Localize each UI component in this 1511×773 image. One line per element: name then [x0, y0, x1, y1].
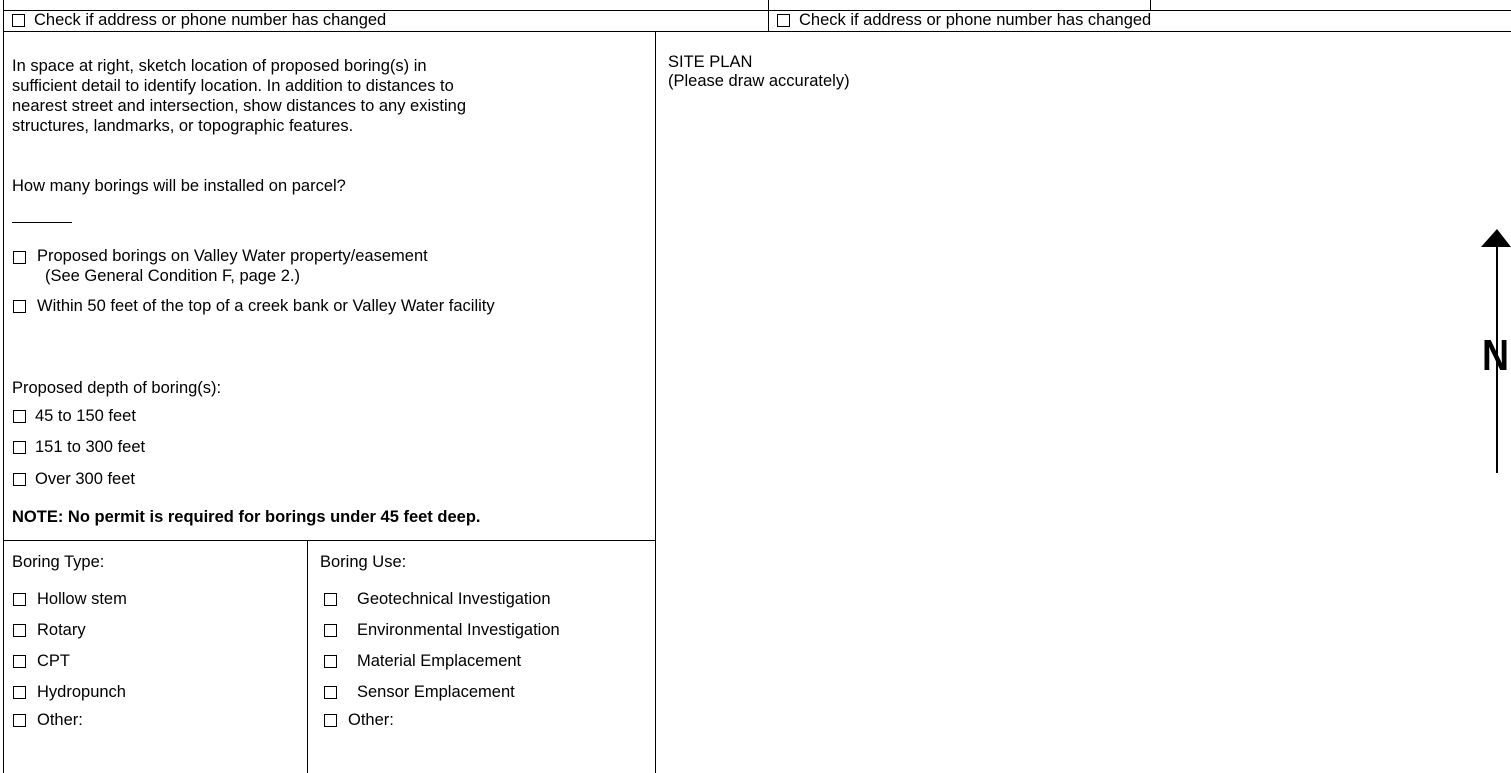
boring-type-rotary-label: Rotary: [37, 621, 86, 639]
depth-over-300-label: Over 300 feet: [35, 470, 135, 488]
address-changed-checkbox-left[interactable]: [12, 14, 25, 27]
boring-type-other-label: Other:: [37, 711, 83, 729]
permit-note: NOTE: No permit is required for borings under 45 feet deep.: [12, 508, 481, 526]
top-middle-divider: [768, 0, 769, 31]
valley-water-property-label: Proposed borings on Valley Water property/easement: [37, 247, 428, 265]
left-border: [3, 31, 4, 773]
instruction-line-2: sufficient detail to identify location. In addition to distances to: [12, 77, 454, 95]
site-plan-subtitle: (Please draw accurately): [668, 72, 850, 90]
depth-45-150-checkbox[interactable]: [13, 410, 26, 423]
boring-use-geotechnical-checkbox[interactable]: [324, 593, 337, 606]
boring-type-hydropunch-label: Hydropunch: [37, 683, 126, 701]
boring-use-sensor-label: Sensor Emplacement: [357, 683, 515, 701]
boring-type-hollow-stem-checkbox[interactable]: [13, 593, 26, 606]
borings-count-field[interactable]: [12, 222, 72, 223]
top-left-border: [3, 0, 4, 31]
boring-use-other-label: Other:: [348, 711, 394, 729]
general-condition-note: (See General Condition F, page 2.): [45, 267, 300, 285]
boring-type-hydropunch-checkbox[interactable]: [13, 686, 26, 699]
instruction-line-4: structures, landmarks, or topographic features.: [12, 117, 354, 135]
depth-151-300-label: 151 to 300 feet: [35, 438, 146, 456]
address-changed-label-right: Check if address or phone number has changed: [799, 11, 1152, 29]
instruction-line-1: In space at right, sketch location of proposed boring(s) in: [12, 57, 427, 75]
creek-bank-checkbox[interactable]: [13, 300, 26, 313]
boring-use-environmental-label: Environmental Investigation: [357, 621, 560, 639]
boring-type-other-checkbox[interactable]: [13, 714, 26, 727]
depth-45-150-label: 45 to 150 feet: [35, 407, 136, 425]
depth-151-300-checkbox[interactable]: [13, 441, 26, 454]
creek-bank-label: Within 50 feet of the top of a creek bank or Valley Water facility: [37, 297, 495, 315]
depth-over-300-checkbox[interactable]: [13, 473, 26, 486]
boring-type-hollow-stem-label: Hollow stem: [37, 590, 127, 608]
site-plan-drawing-area[interactable]: [656, 100, 1456, 773]
boring-use-environmental-checkbox[interactable]: [324, 624, 337, 637]
instruction-line-3: nearest street and intersection, show distances to any existing: [12, 97, 466, 115]
boring-use-material-label: Material Emplacement: [357, 652, 522, 670]
boring-type-label: Boring Type:: [12, 553, 105, 571]
boring-type-cpt-checkbox[interactable]: [13, 655, 26, 668]
row-rule: [3, 31, 1511, 32]
borings-count-question: How many borings will be installed on parcel?: [12, 177, 346, 195]
boring-use-material-checkbox[interactable]: [324, 655, 337, 668]
boring-type-rotary-checkbox[interactable]: [13, 624, 26, 637]
type-use-divider: [307, 540, 308, 773]
site-plan-title: SITE PLAN: [668, 53, 753, 71]
valley-water-property-checkbox[interactable]: [13, 251, 26, 264]
boring-use-other-checkbox[interactable]: [324, 714, 337, 727]
north-label: N: [1482, 331, 1510, 380]
boring-use-label: Boring Use:: [320, 553, 407, 571]
depth-label: Proposed depth of boring(s):: [12, 379, 222, 397]
address-changed-label-left: Check if address or phone number has changed: [34, 11, 387, 29]
boring-use-geotechnical-label: Geotechnical Investigation: [357, 590, 551, 608]
boring-section-rule: [3, 540, 655, 541]
top-right-divider: [1150, 0, 1151, 10]
address-changed-checkbox-right[interactable]: [777, 14, 790, 27]
boring-type-cpt-label: CPT: [37, 652, 70, 670]
boring-use-sensor-checkbox[interactable]: [324, 686, 337, 699]
